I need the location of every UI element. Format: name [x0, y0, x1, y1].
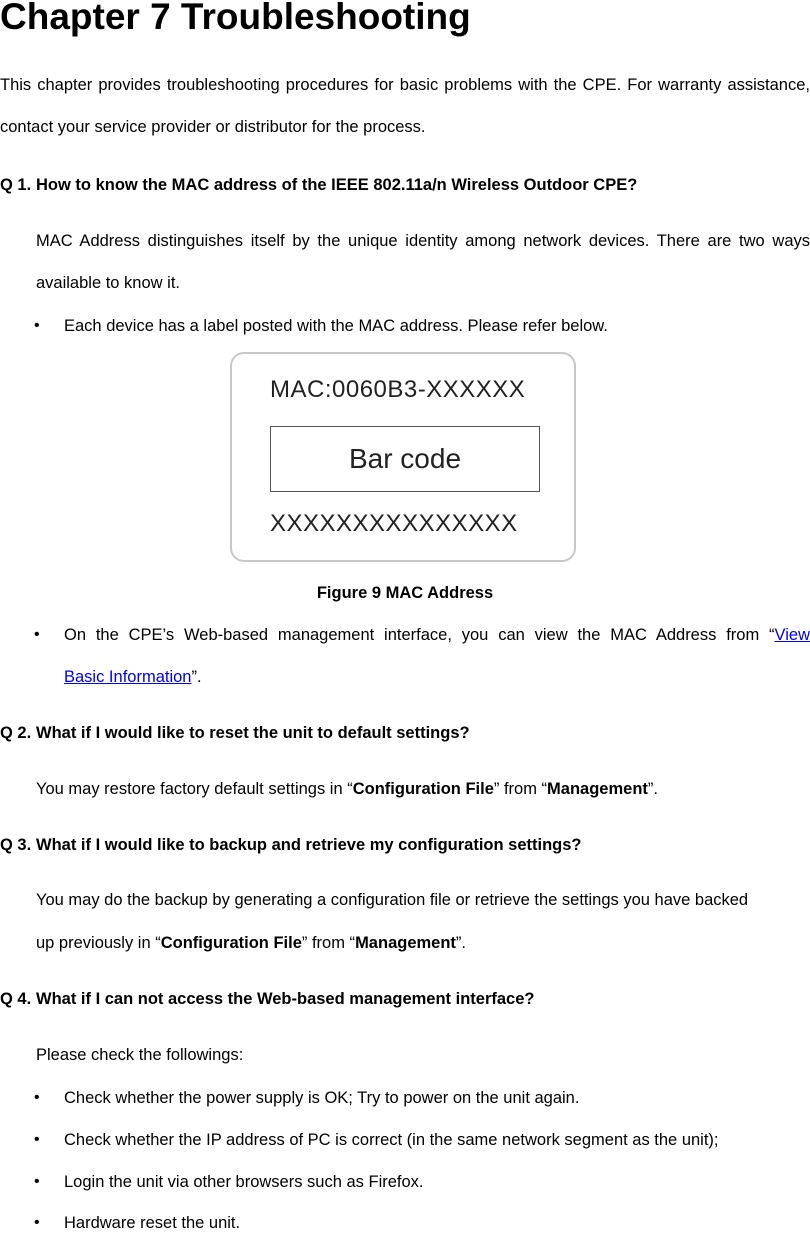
barcode-text: Bar code — [348, 443, 462, 474]
question-number: Q 3. — [0, 836, 32, 854]
question-text: How to know the MAC address of the IEEE 802.11a/n Wireless Outdoor CPE? — [36, 176, 638, 194]
question-number: Q 2. — [0, 724, 32, 742]
answer-text: ” from “ — [493, 780, 548, 798]
answer-text: ”. — [647, 780, 658, 798]
q4-bullet-2: Check whether the IP address of PC is correct (in the same network segment as the unit); — [64, 1131, 719, 1149]
question-number: Q 4. — [0, 990, 32, 1008]
q1-bullet-2-line-1 — [64, 624, 810, 646]
mac-address-text: MAC:0060B3-XXXXXX — [270, 376, 526, 403]
question-4 — [0, 988, 535, 1010]
q4-bullet-3: Login the unit via other browsers such as Firefox. — [64, 1173, 424, 1191]
q3-answer-line-2 — [36, 932, 466, 954]
bullet-text: ”. — [191, 668, 202, 686]
question-text: What if I can not access the Web-based management interface? — [36, 990, 535, 1008]
q1-bullet-1: Each device has a label posted with the MAC address. Please refer below. — [64, 317, 608, 335]
bullet-marker: • — [34, 1173, 40, 1190]
question-text: What if I would like to reset the unit to default settings? — [36, 724, 470, 742]
bullet-marker: • — [34, 317, 40, 334]
bullet-marker: • — [34, 1131, 40, 1148]
question-3 — [0, 834, 581, 856]
q4-bullet-4: Hardware reset the unit. — [64, 1214, 241, 1232]
mac-address-label-figure — [230, 352, 576, 562]
answer-text: You may restore factory default settings in “ — [36, 780, 353, 798]
q4-bullet-1: Check whether the power supply is OK; Try to power on the unit again. — [64, 1089, 580, 1107]
serial-number-text: XXXXXXXXXXXXXXX — [270, 510, 518, 537]
q1-answer: MAC Address distinguishes itself by the unique identity among network devices. There are two ways available to know it. — [36, 232, 810, 292]
q3-answer-line-1: You may do the backup by generating a configuration file or retrieve the settings you have backed — [36, 891, 749, 909]
management-term: Management — [355, 934, 456, 952]
configuration-file-term: Configuration File — [160, 934, 302, 952]
view-basic-information-link[interactable]: Basic Information — [64, 668, 192, 686]
question-text: What if I would like to backup and retrieve my configuration settings? — [36, 836, 582, 854]
answer-text: ”. — [455, 934, 467, 952]
q4-intro: Please check the followings: — [36, 1046, 244, 1064]
chapter-title: Chapter 7 Troubleshooting — [0, 0, 471, 37]
q2-answer — [36, 778, 658, 800]
bullet-marker: • — [34, 1089, 40, 1106]
management-term: Management — [547, 780, 648, 798]
q1-bullet-2-line-2 — [64, 666, 202, 688]
intro-paragraph: This chapter provides troubleshooting procedures for basic problems with the CPE. For warranty assistance, contact your service provider or distributor for the process. — [0, 76, 810, 136]
figure-caption: Figure 9 MAC Address — [316, 584, 494, 602]
answer-text: up previously in “ — [36, 934, 161, 952]
bullet-marker: • — [34, 626, 40, 643]
barcode-box — [270, 426, 540, 492]
question-2 — [0, 722, 470, 744]
configuration-file-term: Configuration File — [352, 780, 494, 798]
view-basic-information-link[interactable]: View — [774, 626, 810, 644]
bullet-text: On the CPE’s Web-based management interface, you can view the MAC Address from “ — [64, 626, 775, 644]
question-number: Q 1. — [0, 176, 32, 194]
bullet-marker: • — [34, 1214, 40, 1231]
answer-text: ” from “ — [301, 934, 356, 952]
question-1 — [0, 174, 637, 196]
